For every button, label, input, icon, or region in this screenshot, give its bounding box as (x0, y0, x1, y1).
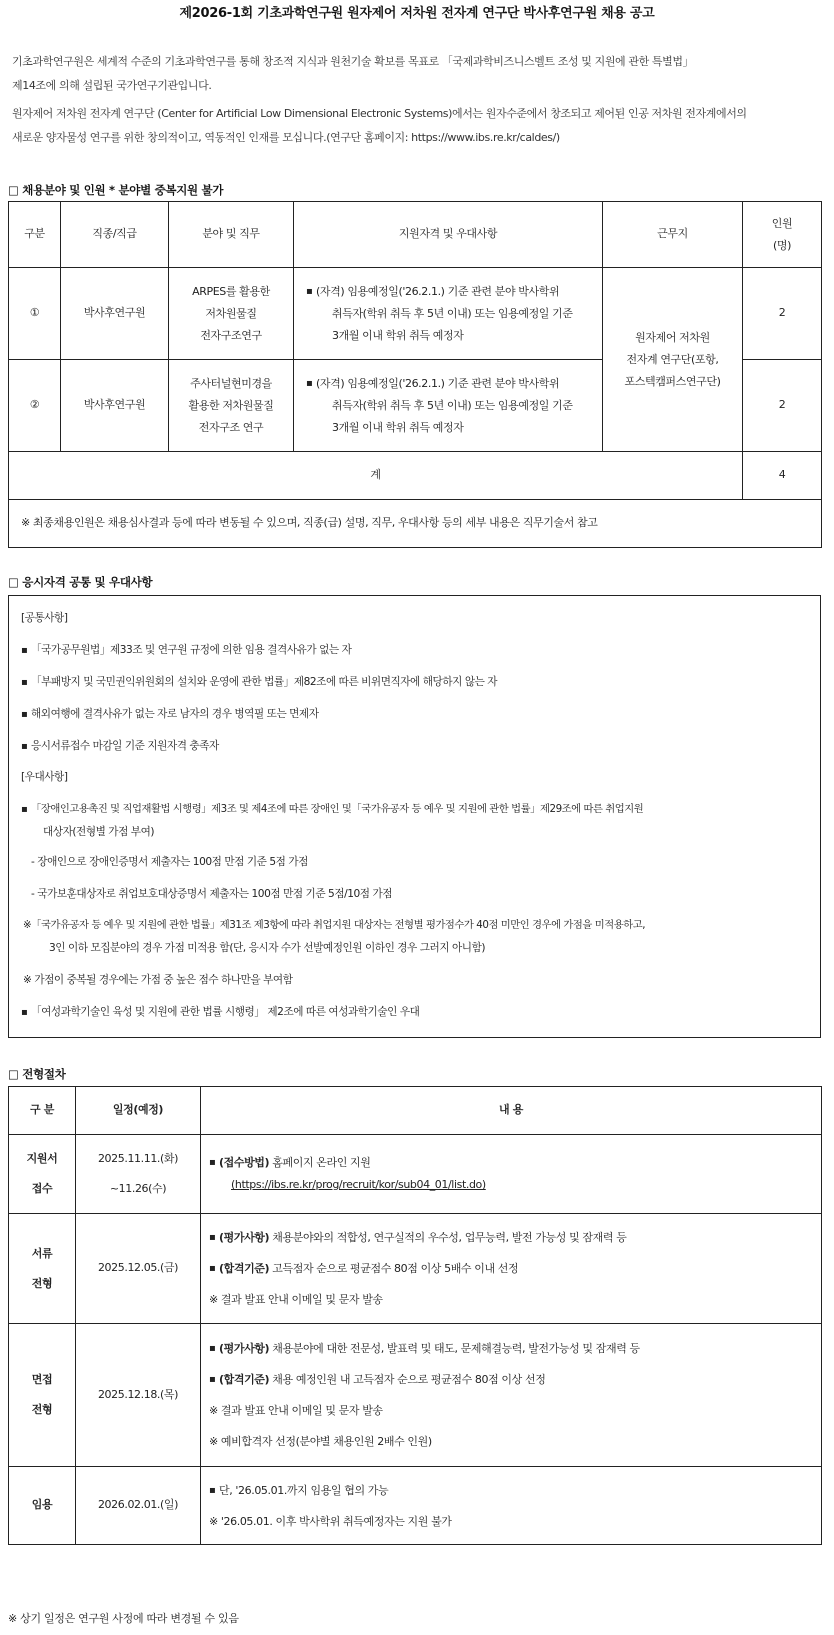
pref-note: ※「국가유공자 등 예우 및 지원에 관한 법률」제31조 제3항에 따라 취업지원 대상자는 전형별 평가점수가 40점 미만인 경우에 가점을 미적용하고, (23, 919, 646, 931)
content-text: 채용분야에 대한 전문성, 발표력 및 태도, 문제해결능력, 발전가능성 및 잠재력 등 (269, 1342, 640, 1355)
row-qual-line: ▪ (자격) 임용예정일('26.2.1.) 기준 관련 분야 박사학위 (306, 373, 602, 395)
process-table (8, 1086, 822, 1545)
header-count-line-2: (명) (772, 238, 791, 252)
content-text: 홈페이지 온라인 지원 (269, 1156, 371, 1169)
intro-line-4: 새로운 양자물성 연구를 위한 창의적이고, 역동적인 인재를 모십니다.(연구단 홈페이지: https://www.ibs.re.kr/caldes/) (12, 131, 560, 144)
process-content (201, 1324, 822, 1467)
process-date: 2025.12.05.(금) (76, 1214, 201, 1324)
row-qualification (294, 360, 603, 452)
content-note: ※ 결과 발표 안내 이메일 및 문자 발송 (209, 1404, 383, 1417)
row-field (169, 360, 294, 452)
recruitment-table (8, 201, 822, 548)
content-line (209, 1222, 821, 1253)
intro-line-1: 기초과학연구원은 세계적 수준의 기초과학연구를 통해 창조적 지식과 원천기술 확보를 목표로 「국제과학비즈니스벨트 조성 및 지원에 관한 특별법」 (12, 55, 694, 68)
process-header-row (9, 1087, 822, 1135)
row-position: 박사후연구원 (61, 268, 169, 360)
header-type: 구분 (9, 202, 61, 268)
recruitment-footnote-row (9, 500, 822, 548)
process-footnote: ※ 상기 일정은 연구원 사정에 따라 변경될 수 있음 (8, 1612, 239, 1625)
content-text: 채용 예정인원 내 고득점자 순으로 평균점수 80점 이상 선정 (269, 1373, 546, 1386)
content-bold: (평가사항) (219, 1231, 270, 1244)
row-qual-line: 취득자(학위 취득 후 5년 이내) 또는 임용예정일 기준 (332, 306, 573, 320)
content-note: ※ '26.05.01. 이후 박사학위 취득예정자는 지원 불가 (209, 1514, 452, 1528)
stage-line: 면접 (31, 1373, 53, 1386)
process-stage (9, 1324, 76, 1467)
content-line (209, 1253, 821, 1284)
content-line (209, 1333, 821, 1364)
recruitment-footnote: ※ 최종채용인원은 채용심사결과 등에 따라 변동될 수 있으며, 직종(급) 설명, 직무, 우대사항 등의 세부 내용은 직무기술서 참고 (9, 500, 822, 548)
row-location (603, 268, 743, 452)
process-row (9, 1214, 822, 1324)
row-count: 2 (743, 360, 822, 452)
qualification-box (8, 595, 821, 1038)
content-bold: (합격기준) (219, 1262, 270, 1275)
pref-label: [우대사항] (21, 771, 68, 783)
section-qualification-heading: □ 응시자격 공통 및 우대사항 (8, 575, 153, 589)
row-number: ① (9, 268, 61, 360)
stage-line: 지원서 (26, 1152, 58, 1165)
process-content (201, 1214, 822, 1324)
process-row (9, 1467, 822, 1545)
common-item: ▪ 해외여행에 결격사유가 없는 자로 남자의 경우 병역필 또는 면제자 (21, 708, 319, 722)
process-date (76, 1135, 201, 1214)
header-count (743, 202, 822, 268)
row-field-line: 전자구조 연구 (198, 420, 264, 434)
intro-line-3: 원자제어 저차원 전자계 연구단 (Center for Artificial Low Dimensional Electronic Systems)에서는 원자수준에서 창조되고 제어된 인공 저차원 전자계에서의 (12, 107, 747, 120)
header-position: 직종/직급 (61, 202, 169, 268)
stage-line: 서류 (31, 1246, 53, 1260)
pref-sub: - 국가보훈대상자로 취업보호대상증명서 제출자는 100점 만점 기준 5점/10점 가점 (31, 888, 393, 900)
header-field: 분야 및 직무 (169, 202, 294, 268)
common-label: [공통사항] (21, 612, 68, 624)
process-stage (9, 1214, 76, 1324)
header-content: 내 용 (201, 1087, 822, 1135)
section-recruitment-heading: □ 채용분야 및 인원 * 분야별 중복지원 불가 (8, 183, 224, 197)
stage-line: 전형 (31, 1276, 53, 1290)
section-process-heading: □ 전형절차 (8, 1067, 66, 1081)
row-field (169, 268, 294, 360)
pref-item: ▪ 「여성과학기술인 육성 및 지원에 관한 법률 시행령」 제2조에 따른 여성과학기술인 우대 (21, 1006, 419, 1020)
location-line: 원자제어 저차원 (635, 330, 710, 344)
header-location: 근무지 (603, 202, 743, 268)
date-line: ~11.26(수) (109, 1182, 167, 1195)
content-bold: (합격기준) (219, 1373, 270, 1386)
page-title: 제2026-1회 기초과학연구원 원자제어 저차원 전자계 연구단 박사후연구원 채용 공고 (179, 6, 655, 21)
total-count: 4 (743, 452, 822, 500)
row-qual-line: 취득자(학위 취득 후 5년 이내) 또는 임용예정일 기준 (332, 398, 573, 412)
header-stage: 구 분 (9, 1087, 76, 1135)
recruitment-header-row (9, 202, 822, 268)
pref-note: ※ 가점이 중복될 경우에는 가점 중 높은 점수 하나만을 부여함 (23, 974, 293, 986)
pref-item: ▪ 「장애인고용촉진 및 직업재활법 시행령」제3조 및 제4조에 따른 장애인 및「국가유공자 등 예우 및 지원에 관한 법률」제29조에 따른 취업지원 (21, 803, 643, 816)
stage-line: 전형 (31, 1403, 53, 1416)
content-line (209, 1152, 821, 1174)
row-field-line: ARPES를 활용한 (192, 284, 270, 298)
content-text: 채용분야와의 적합성, 연구실적의 우수성, 업무능력, 발전 가능성 및 잠재력 등 (269, 1231, 627, 1244)
row-field-line: 전자구조연구 (200, 328, 262, 342)
intro-line-2: 제14조에 의해 설립된 국가연구기관입니다. (12, 79, 212, 92)
row-position: 박사후연구원 (61, 360, 169, 452)
content-bold: (접수방법) (219, 1156, 270, 1169)
location-line: 포스텍캠퍼스연구단) (624, 374, 721, 388)
common-item: ▪ 「국가공무원법」제33조 및 연구원 규정에 의한 임용 결격사유가 없는 자 (21, 644, 351, 658)
content-text: 고득점자 순으로 평균점수 80점 이상 5배수 이내 선정 (269, 1262, 519, 1275)
process-row (9, 1135, 822, 1214)
content-note: ※ 결과 발표 안내 이메일 및 문자 발송 (209, 1293, 383, 1306)
pref-note-cont: 3인 이하 모집분야의 경우 가점 미적용 함(단, 응시자 수가 선발예정인원 이하인 경우 그러지 아니함) (49, 942, 486, 954)
process-content (201, 1467, 822, 1545)
header-count-line-1: 인원 (771, 216, 793, 230)
stage-line: 접수 (31, 1182, 53, 1195)
row-qual-line: ▪ (자격) 임용예정일('26.2.1.) 기준 관련 분야 박사학위 (306, 281, 602, 303)
row-qual-line: 3개월 이내 학위 취득 예정자 (332, 420, 464, 434)
process-row (9, 1324, 822, 1467)
process-date: 2026.02.01.(일) (76, 1467, 201, 1545)
header-qualification: 지원자격 및 우대사항 (294, 202, 603, 268)
application-link[interactable]: (https://ibs.re.kr/prog/recruit/kor/sub04_01/list.do) (231, 1178, 486, 1191)
content-line: ▪ 단, '26.05.01.까지 임용일 협의 가능 (209, 1475, 821, 1506)
row-field-line: 주사터널현미경을 (190, 376, 272, 390)
recruitment-row (9, 268, 822, 360)
row-number: ② (9, 360, 61, 452)
common-item: ▪ 「부패방지 및 국민권익위원회의 설치와 운영에 관한 법률」제82조에 따른 비위면직자에 해당하지 않는 자 (21, 676, 497, 690)
process-date: 2025.12.18.(목) (76, 1324, 201, 1467)
content-note: ※ 예비합격자 선정(분야별 채용인원 2배수 인원) (209, 1435, 432, 1448)
location-line: 전자계 연구단(포항, (626, 352, 719, 366)
pref-item-cont: 대상자(전형별 가점 부여) (43, 826, 155, 838)
row-qual-line: 3개월 이내 학위 취득 예정자 (332, 328, 464, 342)
row-count: 2 (743, 268, 822, 360)
content-line (209, 1364, 821, 1395)
header-schedule: 일정(예정) (76, 1087, 201, 1135)
content-bold: (평가사항) (219, 1342, 270, 1355)
date-line: 2025.11.11.(화) (97, 1152, 179, 1165)
row-field-line: 활용한 저차원물질 (188, 398, 274, 412)
total-label: 계 (9, 452, 743, 500)
row-qualification (294, 268, 603, 360)
process-content (201, 1135, 822, 1214)
common-item: ▪ 응시서류접수 마감일 기준 지원자격 충족자 (21, 740, 219, 754)
process-stage (9, 1135, 76, 1214)
recruitment-total-row (9, 452, 822, 500)
row-field-line: 저차원물질 (205, 306, 257, 320)
pref-sub: - 장애인으로 장애인증명서 제출자는 100점 만점 기준 5점 가점 (31, 856, 308, 868)
process-stage: 임용 (9, 1467, 76, 1545)
